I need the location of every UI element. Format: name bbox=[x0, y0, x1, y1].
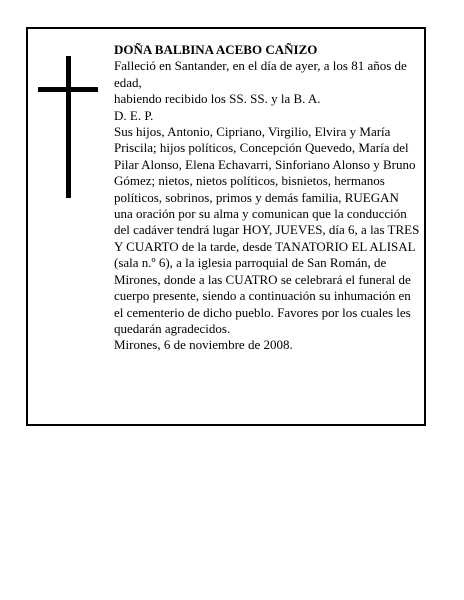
place-and-date: Mirones, 6 de noviembre de 2008. bbox=[114, 337, 293, 353]
cross-horizontal-bar bbox=[38, 87, 98, 92]
family-announcement: Sus hijos, Antonio, Cipriano, Virgilio, Elvira y María Priscila; hijos políticos, Concepción Quevedo, María del Pilar Alonso, Elena Echavarri, Sinforiano Alonso y Bruno Gómez; nietos, nietos políticos, bisnietos, hermanos políticos, sobrinos, primos y demás familia, RUEGAN una oración por su alma y comunican que la conducción del cadáver tendrá lugar HOY, JUEVES, día 6, a las TRES Y CUARTO de la tarde, desde TANATORIO EL ALISAL (sala n.º 6), a la iglesia parroquial de San Román, de Mirones, donde a las CUATRO se celebrará el funeral de cuerpo presente, siendo a continuación su inhumación en el cementerio de dicho pueblo. Favores por los cuales les quedarán agradecidos. bbox=[114, 124, 420, 336]
death-statement: Falleció en Santander, en el día de ayer, a los 81 años de edad, bbox=[114, 58, 407, 90]
deceased-name: DOÑA BALBINA ACEBO CAÑIZO bbox=[114, 42, 318, 57]
rest-in-peace: D. E. P. bbox=[114, 107, 154, 123]
sacraments-statement: habiendo recibido los SS. SS. y la B. A. bbox=[114, 91, 321, 107]
cross-icon bbox=[38, 56, 98, 198]
cross-vertical-bar bbox=[66, 56, 71, 198]
obituary-notice bbox=[26, 27, 426, 426]
notice-text bbox=[114, 42, 420, 354]
